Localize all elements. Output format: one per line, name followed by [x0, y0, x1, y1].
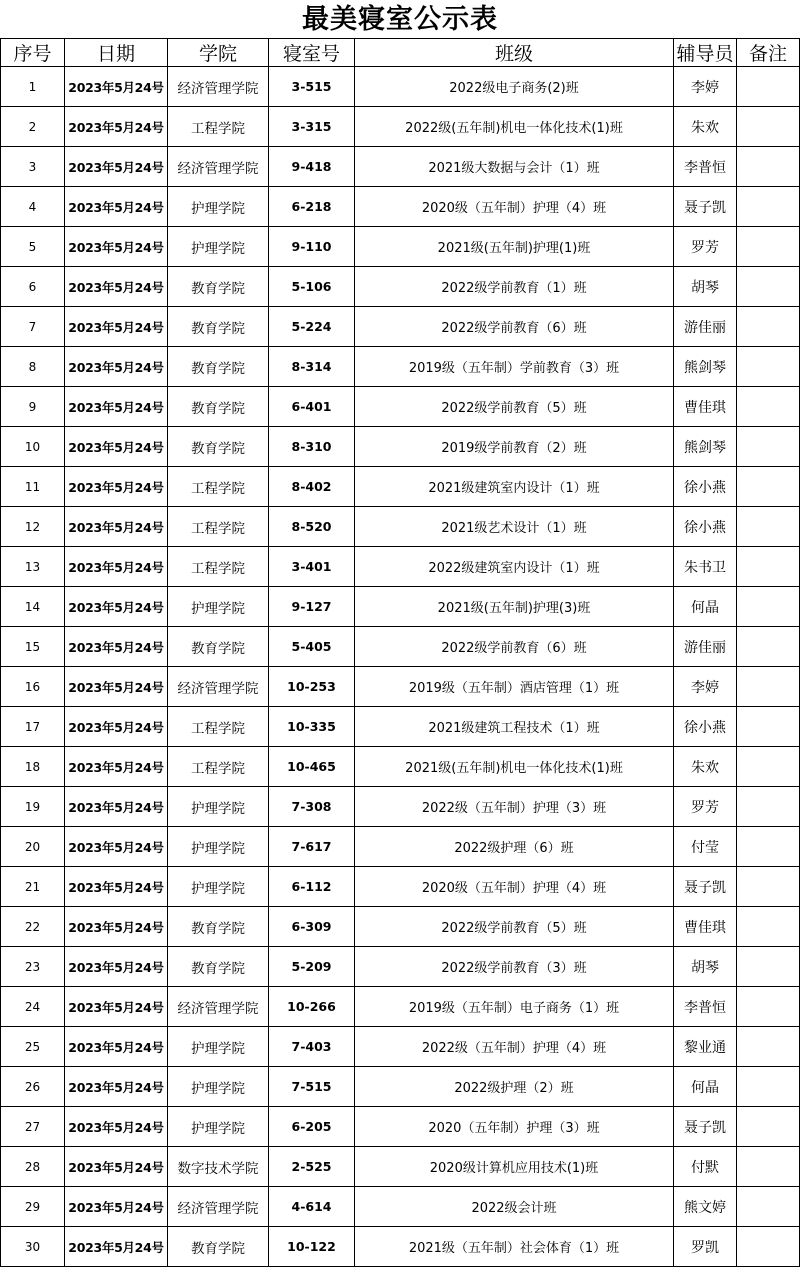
- room-cell: 6-218: [269, 187, 355, 227]
- table-row: [1, 587, 800, 627]
- note-cell: [737, 627, 800, 667]
- tutor-cell: 胡琴: [674, 267, 737, 307]
- tutor-cell: 李普恒: [674, 987, 737, 1027]
- date-cell: 2023年5月24号: [65, 147, 168, 187]
- table-row: [1, 187, 800, 227]
- header-row: [1, 39, 800, 67]
- date-cell: 2023年5月24号: [65, 307, 168, 347]
- room-cell: 7-403: [269, 1027, 355, 1067]
- row-number: 19: [1, 787, 65, 827]
- class-cell: 2019级（五年制）电子商务（1）班: [355, 987, 674, 1027]
- date-cell: 2023年5月24号: [65, 1187, 168, 1227]
- room-cell: 9-110: [269, 227, 355, 267]
- note-cell: [737, 307, 800, 347]
- tutor-cell: 徐小燕: [674, 467, 737, 507]
- row-number: 5: [1, 227, 65, 267]
- note-cell: [737, 867, 800, 907]
- class-cell: 2021级(五年制)护理(1)班: [355, 227, 674, 267]
- dormitory-table: [0, 38, 800, 1267]
- tutor-cell: 何晶: [674, 587, 737, 627]
- note-cell: [737, 427, 800, 467]
- college-cell: 工程学院: [168, 547, 269, 587]
- college-cell: 护理学院: [168, 187, 269, 227]
- note-cell: [737, 907, 800, 947]
- tutor-cell: 何晶: [674, 1067, 737, 1107]
- college-cell: 护理学院: [168, 827, 269, 867]
- row-number: 24: [1, 987, 65, 1027]
- class-cell: 2021级（五年制）社会体育（1）班: [355, 1227, 674, 1267]
- row-number: 14: [1, 587, 65, 627]
- class-cell: 2019级学前教育（2）班: [355, 427, 674, 467]
- college-cell: 教育学院: [168, 627, 269, 667]
- tutor-cell: 罗芳: [674, 787, 737, 827]
- note-cell: [737, 1227, 800, 1267]
- table-row: [1, 267, 800, 307]
- college-cell: 经济管理学院: [168, 667, 269, 707]
- class-cell: 2022级(五年制)机电一体化技术(1)班: [355, 107, 674, 147]
- room-cell: 6-205: [269, 1107, 355, 1147]
- room-cell: 5-106: [269, 267, 355, 307]
- room-cell: 7-308: [269, 787, 355, 827]
- row-number: 6: [1, 267, 65, 307]
- class-cell: 2022级护理（2）班: [355, 1067, 674, 1107]
- note-cell: [737, 947, 800, 987]
- college-cell: 工程学院: [168, 507, 269, 547]
- table-row: [1, 307, 800, 347]
- tutor-cell: 罗凯: [674, 1227, 737, 1267]
- college-cell: 护理学院: [168, 587, 269, 627]
- table-row: [1, 547, 800, 587]
- class-cell: 2022级（五年制）护理（4）班: [355, 1027, 674, 1067]
- room-cell: 3-515: [269, 67, 355, 107]
- note-cell: [737, 707, 800, 747]
- table-row: [1, 1147, 800, 1187]
- college-cell: 教育学院: [168, 307, 269, 347]
- row-number: 22: [1, 907, 65, 947]
- date-cell: 2023年5月24号: [65, 387, 168, 427]
- table-row: [1, 947, 800, 987]
- date-cell: 2023年5月24号: [65, 1067, 168, 1107]
- note-cell: [737, 387, 800, 427]
- class-cell: 2022级（五年制）护理（3）班: [355, 787, 674, 827]
- date-cell: 2023年5月24号: [65, 747, 168, 787]
- class-cell: 2021级建筑工程技术（1）班: [355, 707, 674, 747]
- header-college: 学院: [168, 39, 269, 67]
- room-cell: 8-520: [269, 507, 355, 547]
- date-cell: 2023年5月24号: [65, 987, 168, 1027]
- tutor-cell: 聂子凯: [674, 1107, 737, 1147]
- table-row: [1, 707, 800, 747]
- college-cell: 护理学院: [168, 867, 269, 907]
- header-date: 日期: [65, 39, 168, 67]
- row-number: 9: [1, 387, 65, 427]
- table-row: [1, 1027, 800, 1067]
- room-cell: 8-402: [269, 467, 355, 507]
- row-number: 21: [1, 867, 65, 907]
- college-cell: 教育学院: [168, 267, 269, 307]
- tutor-cell: 李婷: [674, 667, 737, 707]
- room-cell: 5-405: [269, 627, 355, 667]
- college-cell: 经济管理学院: [168, 147, 269, 187]
- note-cell: [737, 787, 800, 827]
- tutor-cell: 游佳丽: [674, 307, 737, 347]
- college-cell: 教育学院: [168, 1227, 269, 1267]
- college-cell: 经济管理学院: [168, 987, 269, 1027]
- row-number: 1: [1, 67, 65, 107]
- room-cell: 4-614: [269, 1187, 355, 1227]
- note-cell: [737, 547, 800, 587]
- date-cell: 2023年5月24号: [65, 507, 168, 547]
- tutor-cell: 付莹: [674, 827, 737, 867]
- tutor-cell: 游佳丽: [674, 627, 737, 667]
- note-cell: [737, 1067, 800, 1107]
- row-number: 26: [1, 1067, 65, 1107]
- table-row: [1, 1227, 800, 1267]
- note-cell: [737, 747, 800, 787]
- table-row: [1, 1187, 800, 1227]
- row-number: 20: [1, 827, 65, 867]
- note-cell: [737, 267, 800, 307]
- college-cell: 经济管理学院: [168, 67, 269, 107]
- note-cell: [737, 107, 800, 147]
- class-cell: 2021级(五年制)护理(3)班: [355, 587, 674, 627]
- table-row: [1, 107, 800, 147]
- date-cell: 2023年5月24号: [65, 667, 168, 707]
- college-cell: 工程学院: [168, 707, 269, 747]
- room-cell: 5-224: [269, 307, 355, 347]
- college-cell: 护理学院: [168, 227, 269, 267]
- college-cell: 教育学院: [168, 427, 269, 467]
- tutor-cell: 聂子凯: [674, 187, 737, 227]
- room-cell: 10-335: [269, 707, 355, 747]
- tutor-cell: 胡琴: [674, 947, 737, 987]
- room-cell: 10-266: [269, 987, 355, 1027]
- room-cell: 10-122: [269, 1227, 355, 1267]
- date-cell: 2023年5月24号: [65, 827, 168, 867]
- header-note: 备注: [737, 39, 800, 67]
- college-cell: 护理学院: [168, 787, 269, 827]
- row-number: 10: [1, 427, 65, 467]
- header-room: 寝室号: [269, 39, 355, 67]
- room-cell: 10-253: [269, 667, 355, 707]
- row-number: 27: [1, 1107, 65, 1147]
- college-cell: 护理学院: [168, 1107, 269, 1147]
- college-cell: 教育学院: [168, 907, 269, 947]
- table-row: [1, 747, 800, 787]
- page-title: 最美寝室公示表: [302, 4, 498, 35]
- room-cell: 9-127: [269, 587, 355, 627]
- class-cell: 2022级学前教育（3）班: [355, 947, 674, 987]
- header-tutor: 辅导员: [674, 39, 737, 67]
- tutor-cell: 朱欢: [674, 107, 737, 147]
- date-cell: 2023年5月24号: [65, 787, 168, 827]
- table-row: [1, 67, 800, 107]
- college-cell: 工程学院: [168, 107, 269, 147]
- college-cell: 工程学院: [168, 467, 269, 507]
- tutor-cell: 李婷: [674, 67, 737, 107]
- note-cell: [737, 1147, 800, 1187]
- date-cell: 2023年5月24号: [65, 1027, 168, 1067]
- row-number: 11: [1, 467, 65, 507]
- date-cell: 2023年5月24号: [65, 427, 168, 467]
- class-cell: 2022级学前教育（5）班: [355, 907, 674, 947]
- room-cell: 5-209: [269, 947, 355, 987]
- class-cell: 2022级学前教育（6）班: [355, 627, 674, 667]
- note-cell: [737, 667, 800, 707]
- room-cell: 6-112: [269, 867, 355, 907]
- tutor-cell: 曹佳琪: [674, 387, 737, 427]
- college-cell: 经济管理学院: [168, 1187, 269, 1227]
- class-cell: 2022级电子商务(2)班: [355, 67, 674, 107]
- class-cell: 2022级学前教育（6）班: [355, 307, 674, 347]
- date-cell: 2023年5月24号: [65, 1147, 168, 1187]
- college-cell: 教育学院: [168, 387, 269, 427]
- date-cell: 2023年5月24号: [65, 1227, 168, 1267]
- note-cell: [737, 147, 800, 187]
- note-cell: [737, 67, 800, 107]
- college-cell: 教育学院: [168, 947, 269, 987]
- note-cell: [737, 1027, 800, 1067]
- class-cell: 2022级学前教育（5）班: [355, 387, 674, 427]
- college-cell: 护理学院: [168, 1027, 269, 1067]
- table-row: [1, 387, 800, 427]
- room-cell: 6-309: [269, 907, 355, 947]
- row-number: 12: [1, 507, 65, 547]
- tutor-cell: 罗芳: [674, 227, 737, 267]
- class-cell: 2021级(五年制)机电一体化技术(1)班: [355, 747, 674, 787]
- room-cell: 6-401: [269, 387, 355, 427]
- room-cell: 3-315: [269, 107, 355, 147]
- tutor-cell: 熊文婷: [674, 1187, 737, 1227]
- date-cell: 2023年5月24号: [65, 347, 168, 387]
- table-row: [1, 1067, 800, 1107]
- note-cell: [737, 987, 800, 1027]
- table-row: [1, 147, 800, 187]
- room-cell: 9-418: [269, 147, 355, 187]
- header-no: 序号: [1, 39, 65, 67]
- row-number: 2: [1, 107, 65, 147]
- room-cell: 3-401: [269, 547, 355, 587]
- tutor-cell: 李普恒: [674, 147, 737, 187]
- row-number: 7: [1, 307, 65, 347]
- date-cell: 2023年5月24号: [65, 547, 168, 587]
- college-cell: 数字技术学院: [168, 1147, 269, 1187]
- row-number: 18: [1, 747, 65, 787]
- college-cell: 工程学院: [168, 747, 269, 787]
- row-number: 16: [1, 667, 65, 707]
- room-cell: 7-515: [269, 1067, 355, 1107]
- row-number: 8: [1, 347, 65, 387]
- row-number: 30: [1, 1227, 65, 1267]
- room-cell: 8-310: [269, 427, 355, 467]
- note-cell: [737, 187, 800, 227]
- date-cell: 2023年5月24号: [65, 467, 168, 507]
- tutor-cell: 曹佳琪: [674, 907, 737, 947]
- class-cell: 2022级会计班: [355, 1187, 674, 1227]
- note-cell: [737, 507, 800, 547]
- class-cell: 2020级（五年制）护理（4）班: [355, 867, 674, 907]
- tutor-cell: 熊剑琴: [674, 427, 737, 467]
- tutor-cell: 聂子凯: [674, 867, 737, 907]
- room-cell: 2-525: [269, 1147, 355, 1187]
- tutor-cell: 徐小燕: [674, 707, 737, 747]
- class-cell: 2019级（五年制）学前教育（3）班: [355, 347, 674, 387]
- table-row: [1, 827, 800, 867]
- date-cell: 2023年5月24号: [65, 67, 168, 107]
- date-cell: 2023年5月24号: [65, 947, 168, 987]
- date-cell: 2023年5月24号: [65, 267, 168, 307]
- tutor-cell: 徐小燕: [674, 507, 737, 547]
- class-cell: 2022级学前教育（1）班: [355, 267, 674, 307]
- table-row: [1, 1107, 800, 1147]
- row-number: 13: [1, 547, 65, 587]
- note-cell: [737, 227, 800, 267]
- tutor-cell: 付默: [674, 1147, 737, 1187]
- date-cell: 2023年5月24号: [65, 867, 168, 907]
- table-row: [1, 867, 800, 907]
- date-cell: 2023年5月24号: [65, 107, 168, 147]
- row-number: 4: [1, 187, 65, 227]
- class-cell: 2021级大数据与会计（1）班: [355, 147, 674, 187]
- room-cell: 8-314: [269, 347, 355, 387]
- date-cell: 2023年5月24号: [65, 1107, 168, 1147]
- class-cell: 2021级艺术设计（1）班: [355, 507, 674, 547]
- row-number: 28: [1, 1147, 65, 1187]
- class-cell: 2022级建筑室内设计（1）班: [355, 547, 674, 587]
- row-number: 17: [1, 707, 65, 747]
- date-cell: 2023年5月24号: [65, 707, 168, 747]
- note-cell: [737, 587, 800, 627]
- room-cell: 10-465: [269, 747, 355, 787]
- row-number: 25: [1, 1027, 65, 1067]
- tutor-cell: 熊剑琴: [674, 347, 737, 387]
- date-cell: 2023年5月24号: [65, 587, 168, 627]
- table-row: [1, 987, 800, 1027]
- header-class: 班级: [355, 39, 674, 67]
- row-number: 23: [1, 947, 65, 987]
- date-cell: 2023年5月24号: [65, 187, 168, 227]
- table-row: [1, 667, 800, 707]
- class-cell: 2020（五年制）护理（3）班: [355, 1107, 674, 1147]
- table-row: [1, 907, 800, 947]
- table-row: [1, 427, 800, 467]
- class-cell: 2020级计算机应用技术(1)班: [355, 1147, 674, 1187]
- class-cell: 2020级（五年制）护理（4）班: [355, 187, 674, 227]
- tutor-cell: 黎业通: [674, 1027, 737, 1067]
- table-row: [1, 227, 800, 267]
- class-cell: 2019级（五年制）酒店管理（1）班: [355, 667, 674, 707]
- tutor-cell: 朱书卫: [674, 547, 737, 587]
- date-cell: 2023年5月24号: [65, 627, 168, 667]
- table-row: [1, 347, 800, 387]
- college-cell: 教育学院: [168, 347, 269, 387]
- note-cell: [737, 1107, 800, 1147]
- table-row: [1, 507, 800, 547]
- date-cell: 2023年5月24号: [65, 227, 168, 267]
- note-cell: [737, 827, 800, 867]
- row-number: 29: [1, 1187, 65, 1227]
- note-cell: [737, 467, 800, 507]
- table-row: [1, 627, 800, 667]
- date-cell: 2023年5月24号: [65, 907, 168, 947]
- row-number: 3: [1, 147, 65, 187]
- class-cell: 2022级护理（6）班: [355, 827, 674, 867]
- college-cell: 护理学院: [168, 1067, 269, 1107]
- note-cell: [737, 347, 800, 387]
- note-cell: [737, 1187, 800, 1227]
- room-cell: 7-617: [269, 827, 355, 867]
- class-cell: 2021级建筑室内设计（1）班: [355, 467, 674, 507]
- row-number: 15: [1, 627, 65, 667]
- table-row: [1, 787, 800, 827]
- table-row: [1, 467, 800, 507]
- tutor-cell: 朱欢: [674, 747, 737, 787]
